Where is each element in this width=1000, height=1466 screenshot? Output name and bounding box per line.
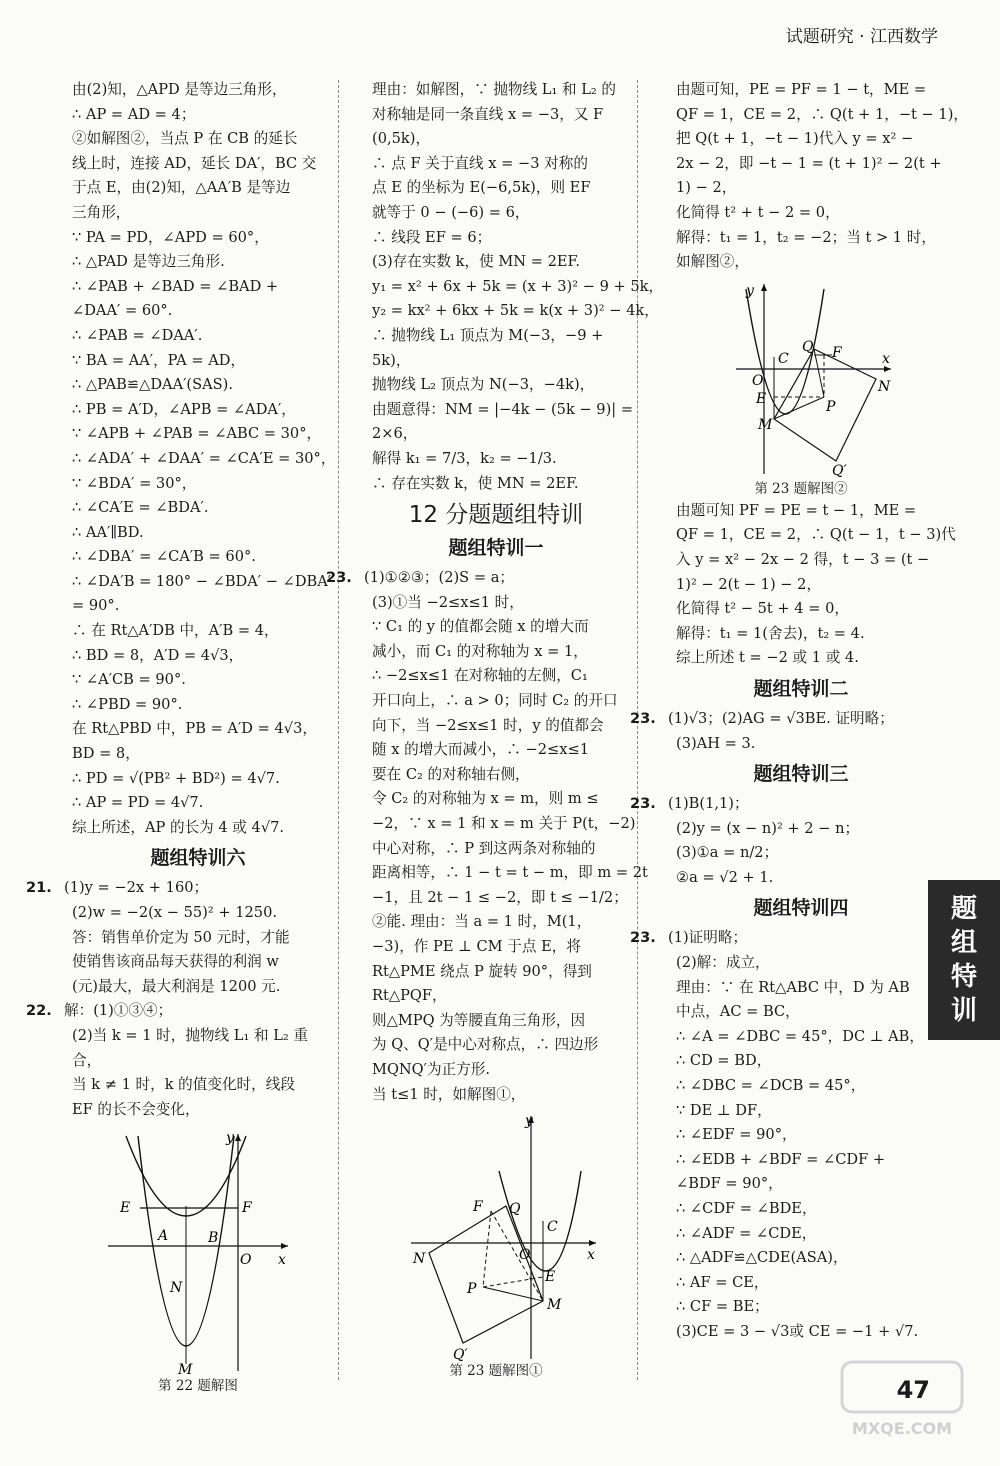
label-x: x (587, 1247, 595, 1264)
text-line: 由题可知 PF = PE = t − 1，ME = (676, 501, 917, 519)
text-line: y₂ = kx² + 6kx + 5k = k(x + 3)² − 4k， (372, 302, 659, 320)
q23-case2 (676, 499, 956, 671)
text-line: ∴ ∠CA′E = ∠BDA′. (72, 499, 209, 517)
text-line: ∴ AP = PD = 4√7. (72, 794, 204, 812)
text-line: ∴ AP = AD = 4； (72, 105, 196, 123)
question-23-set1 (326, 566, 648, 1107)
column-divider-1 (338, 80, 339, 1380)
text-line: 由题意得：NM = |−4k − (5k − 9)| = (372, 400, 634, 418)
text-line: ②如解图②，当点 P 在 CB 的延长 (72, 130, 298, 148)
text-content: 解：(1)①③④； (64, 1002, 173, 1020)
text-line: 于点 E，由(2)知，△AA′B 是等边 (72, 179, 291, 197)
text-line: 当 k ≠ 1 时，k 的值变化时，线段 (72, 1076, 295, 1094)
text-line: 由题可知，PE = PF = 1 − t，ME = (676, 81, 927, 98)
text-line: (元)最大，最大利润是 1200 元. (72, 977, 281, 995)
text-line: ∴ ∠EDF = 90°， (676, 1126, 797, 1144)
text-line: MQNQ′为正方形. (372, 1060, 490, 1078)
text-line: ∴ ∠ADA′ + ∠DAA′ = ∠CA′E = 30°， (72, 449, 336, 467)
question-22 (26, 999, 324, 1122)
column-3 (630, 78, 968, 1345)
question-number: 22. (26, 1002, 52, 1020)
text-line: 5k)， (372, 351, 411, 369)
section-title-3: 题组特训三 (753, 763, 849, 786)
text-line (630, 707, 926, 732)
text-line: 由(2)知，△APD 是等边三角形， (72, 81, 287, 98)
label-x: x (882, 350, 890, 367)
text-line: 线上时，连接 AD，延长 DA′，BC 交 (72, 154, 317, 172)
text-line: ∵ PA = PD，∠APD = 60°， (72, 228, 269, 246)
label-M: M (547, 1297, 562, 1314)
text-line (326, 566, 620, 591)
text-line: 综上所述，AP 的长为 4 或 4√7. (72, 818, 285, 836)
text-line: 化简得 t² + t − 2 = 0， (676, 203, 840, 221)
text-line: 则△MPQ 为等腰直角三角形，因 (372, 1011, 586, 1029)
text-content: (1)B(1,1)； (668, 795, 749, 813)
text-line: ∵ ∠A′CB = 90°. (72, 671, 186, 689)
text-line: 合， (72, 1051, 102, 1069)
text-line: BD = 8， (72, 745, 140, 763)
text-line: ∵ ∠BDA′ = 30°， (72, 474, 197, 492)
text-line (630, 792, 926, 817)
text-line: ∴ 在 Rt△A′DB 中，A′B = 4， (72, 622, 279, 640)
text-line: 向下，当 −2≤x≤1 时，y 的值都会 (372, 716, 604, 734)
label-E: E (545, 1269, 556, 1286)
text-line: (0,5k)， (372, 130, 431, 148)
text-line: 点 E 的坐标为 E(−6,5k)，则 EF (372, 179, 591, 197)
side-tab-char: 题 (950, 894, 977, 924)
label-O: O (519, 1247, 531, 1264)
label-P: P (467, 1281, 477, 1298)
section-title-4: 题组特训四 (753, 897, 849, 920)
text-line: ∴ ∠DA′B = 180° − ∠BDA′ − ∠DBA′ (72, 572, 332, 590)
text-line: (2)当 k = 1 时，抛物线 L₁ 和 L₂ 重 (72, 1026, 308, 1044)
column-1 (26, 78, 336, 1396)
text-line: ∴ ∠A = ∠DBC = 45°，DC ⊥ AB， (676, 1027, 924, 1045)
text-line: ∴ 线段 EF = 6； (372, 228, 492, 246)
text-line: 解得：t₁ = 1，t₂ = −2；当 t > 1 时， (676, 228, 936, 246)
label-Q: Q (509, 1201, 521, 1218)
label-y: y (226, 1130, 234, 1147)
text-line: Rt△PME 绕点 P 旋转 90°，得到 (372, 962, 592, 980)
text-line: ∴ 存在实数 k，使 MN = 2EF. (372, 474, 579, 492)
text-line: (3)①a = n/2； (676, 844, 779, 862)
text-line: 理由：如解图，∵ 抛物线 L₁ 和 L₂ 的 (372, 81, 616, 98)
text-line: ∴ ∠PAB = ∠DAA′. (72, 326, 203, 344)
text-line: 解得 k₁ = 7/3，k₂ = −1/3. (372, 449, 557, 467)
text-line: (3)AH = 3. (676, 734, 756, 752)
text-line: 解得：t₁ = 1(舍去)，t₂ = 4. (676, 624, 865, 642)
text-line: 答：销售单价定为 50 元时，才能 (72, 928, 290, 946)
text-content: (1)√3；(2)AG = √3BE. 证明略； (668, 709, 894, 727)
text-line: ∴ ∠DBA′ = ∠CA′B = 60°. (72, 548, 256, 566)
figure-22 (98, 1126, 298, 1376)
text-line: 1) − 2， (676, 179, 737, 197)
section-title-6: 题组特训六 (150, 847, 246, 870)
text-line: ∠BDF = 90°， (676, 1175, 783, 1193)
text-line: ∴ PD = √(PB² + BD²) = 4√7. (72, 769, 280, 787)
label-B: B (208, 1230, 219, 1247)
text-line: 入 y = x² − 2x − 2 得，t − 3 = (t − (676, 550, 930, 568)
text-line: (2)y = (x − n)² + 2 − n； (676, 819, 860, 837)
label-M: M (178, 1362, 193, 1377)
text-line (26, 999, 324, 1024)
text-line (26, 876, 324, 901)
figure-23-2-caption: 第 23 题解图② (754, 480, 848, 497)
figure-23-1 (391, 1111, 601, 1361)
watermark-text: MXQE.COM (851, 1419, 953, 1438)
text-line: ②能. 理由：当 a = 1 时，M(1， (372, 913, 592, 931)
label-O: O (752, 372, 764, 389)
text-line: ∵ ∠APB + ∠PAB = ∠ABC = 30°， (72, 425, 322, 443)
text-line: −3)，作 PE ⊥ CM 于点 E，将 (372, 938, 581, 955)
text-line: 距离相等，∴ 1 − t = t − m，即 m = 2t (372, 864, 648, 882)
q23-continued (676, 78, 968, 275)
label-y: y (746, 282, 754, 299)
question-23-set3 (630, 792, 926, 890)
text-line: ∠DAA′ = 60°. (72, 302, 173, 320)
label-A: A (158, 1228, 169, 1245)
label-N: N (413, 1251, 426, 1268)
side-tab (928, 880, 1000, 1040)
text-line: ∴ ∠EDB + ∠BDF = ∠CDF + (676, 1150, 886, 1168)
label-E: E (756, 390, 767, 407)
text-line: QF = 1，CE = 2，∴ Q(t − 1，t − 3)代 (676, 526, 956, 544)
text-content: (1)①②③；(2)S = a； (364, 569, 514, 587)
text-line: ∴ −2≤x≤1 在对称轴的左侧，C₁ (372, 667, 588, 685)
text-line: 令 C₂ 的对称轴为 x = m，则 m ≤ (372, 790, 599, 808)
label-N: N (878, 378, 891, 395)
column-2 (326, 78, 664, 1381)
text-line: ∴ ∠PAB + ∠BAD = ∠BAD + (72, 277, 279, 295)
section-title-2: 题组特训二 (753, 677, 849, 700)
text-line: ∵ BA = AA′，PA = AD， (72, 351, 246, 369)
text-line: 把 Q(t + 1，−t − 1)代入 y = x² − (676, 130, 914, 148)
label-Q-prime: Q′ (453, 1347, 468, 1362)
text-line: (2)解：成立， (676, 954, 770, 972)
text-line: EF 的长不会变化， (72, 1100, 200, 1118)
text-line: QF = 1，CE = 2，∴ Q(t + 1，−t − 1)， (676, 105, 968, 123)
text-line: 2×6， (372, 425, 418, 443)
label-P: P (826, 398, 836, 415)
text-line: Rt△PQF， (372, 987, 447, 1005)
text-line: ∴ 点 F 关于直线 x = −3 对称的 (372, 154, 588, 172)
question-23-set2 (630, 707, 926, 756)
figure-23-1-caption: 第 23 题解图① (449, 1363, 543, 1380)
label-E: E (120, 1200, 131, 1217)
text-line: ∴ △PAD 是等边三角形. (72, 253, 225, 271)
label-F: F (832, 344, 842, 361)
text-line: y₁ = x² + 6x + 5k = (x + 3)² − 9 + 5k， (372, 277, 664, 295)
figure-22-caption: 第 22 题解图 (158, 1378, 238, 1395)
text-line: 中心对称，∴ P 到这两条对称轴的 (372, 839, 596, 857)
text-line: 化简得 t² − 5t + 4 = 0， (676, 600, 849, 618)
text-line (630, 926, 926, 951)
text-line: ∴ ∠CDF = ∠BDE， (676, 1200, 817, 1217)
page-header: 试题研究 · 江西数学 (785, 27, 938, 47)
text-line: ∴ ∠DBC = ∠DCB = 45°， (676, 1077, 866, 1095)
text-line: 要在 C₂ 的对称轴右侧， (372, 765, 530, 783)
text-line: ∴ PB = A′D，∠APB = ∠ADA′， (72, 400, 296, 418)
question-number: 21. (26, 879, 52, 897)
question-23-set4 (630, 926, 926, 1344)
question-number: 23. (630, 795, 656, 813)
text-line: 当 t≤1 时，如解图①， (372, 1085, 526, 1103)
text-line: 对称轴是同一条直线 x = −3，又 F (372, 105, 604, 123)
label-F: F (473, 1199, 483, 1216)
text-line: (2)w = −2(x − 55)² + 1250. (72, 904, 278, 921)
label-Q: Q (802, 338, 814, 355)
text-line: ∴ △PAB≌△DAA′(SAS). (72, 376, 233, 394)
text-line: 理由：∵ 在 Rt△ABC 中，D 为 AB (676, 978, 910, 996)
question-number: 23. (630, 929, 656, 947)
text-line: ∴ CF = BE； (676, 1298, 769, 1316)
text-line: 2x − 2，即 −t − 1 = (t + 1)² − 2(t + (676, 154, 942, 172)
text-line: −2，∵ x = 1 和 x = m 关于 P(t，−2) (372, 815, 636, 833)
text-content: (1)证明略； (668, 929, 748, 947)
side-tab-char: 组 (950, 928, 977, 958)
text-content: (1)y = −2x + 160； (64, 879, 209, 897)
text-line: 随 x 的增大而减小，∴ −2≤x≤1 (372, 741, 589, 759)
label-M: M (758, 416, 773, 433)
text-line: ∴ △ADF≌△CDE(ASA)， (676, 1249, 848, 1267)
text-line: 开口向上，∴ a > 0；同时 C₂ 的开口 (372, 692, 618, 710)
text-line: 中点，AC = BC， (676, 1003, 800, 1021)
side-tab-char: 训 (950, 996, 977, 1026)
side-tab-char: 特 (950, 962, 977, 992)
solution-continued (72, 78, 336, 840)
text-line: ∴ BD = 8，A′D = 4√3， (72, 646, 244, 664)
text-line: 使销售该商品每天获得的利润 w (72, 953, 279, 971)
text-line: 在 Rt△PBD 中，PB = A′D = 4√3， (72, 720, 317, 738)
label-x: x (278, 1252, 286, 1269)
text-line: ∵ C₁ 的 y 的值都会随 x 的增大而 (372, 618, 589, 636)
label-N: N (170, 1280, 183, 1297)
text-line: 为 Q、Q′是中心对称点，∴ 四边形 (372, 1036, 599, 1054)
text-line: 抛物线 L₂ 顶点为 N(−3，−4k)， (372, 376, 595, 394)
text-line: 就等于 0 − (−6) = 6， (372, 203, 530, 221)
label-Q-prime: Q′ (832, 462, 847, 479)
text-line: ∴ CD = BD， (676, 1052, 772, 1070)
text-line: 减小，而 C₁ 的对称轴为 x = 1， (372, 642, 588, 660)
text-line: 1)² − 2(t − 1) − 2， (676, 575, 822, 593)
label-C: C (778, 350, 789, 367)
text-line: ∴ ∠ADF = ∠CDE， (676, 1224, 817, 1242)
text-line: (3)CE = 3 − √3或 CE = −1 + √7. (676, 1322, 919, 1340)
text-line: ∵ DE ⊥ DF， (676, 1101, 772, 1119)
text-line: (3)存在实数 k，使 MN = 2EF. (372, 253, 581, 271)
text-line: (3)①当 −2≤x≤1 时， (372, 593, 524, 611)
section-title-1: 题组特训一 (448, 537, 544, 560)
question-number: 23. (326, 569, 352, 587)
q22-continued (372, 78, 664, 496)
text-line: ∴ AA′∥BD. (72, 523, 144, 541)
figure-23-2 (706, 279, 896, 479)
text-line: 综上所述 t = −2 或 1 或 4. (676, 649, 859, 667)
question-21 (26, 876, 324, 999)
label-C: C (547, 1219, 558, 1236)
question-number: 23. (630, 709, 656, 727)
label-F: F (242, 1200, 252, 1217)
text-line: ∴ ∠PBD = 90°. (72, 695, 183, 713)
text-line: ②a = √2 + 1. (676, 868, 774, 886)
text-line: ∴ 抛物线 L₁ 顶点为 M(−3，−9 + (372, 326, 604, 344)
text-line: 三角形， (72, 203, 131, 221)
big-section-title: 12 分题题组特训 (408, 502, 584, 529)
label-y: y (525, 1113, 533, 1130)
page-number: 47 (896, 1376, 930, 1404)
text-line: −1，且 2t − 1 ≤ −2，即 t ≤ −1/2； (372, 888, 628, 906)
label-O: O (240, 1252, 252, 1269)
watermark-logo (832, 1354, 972, 1444)
text-line: ∴ AF = CE， (676, 1273, 769, 1291)
text-line: = 90°. (72, 597, 120, 615)
text-line: 如解图②， (676, 253, 749, 271)
